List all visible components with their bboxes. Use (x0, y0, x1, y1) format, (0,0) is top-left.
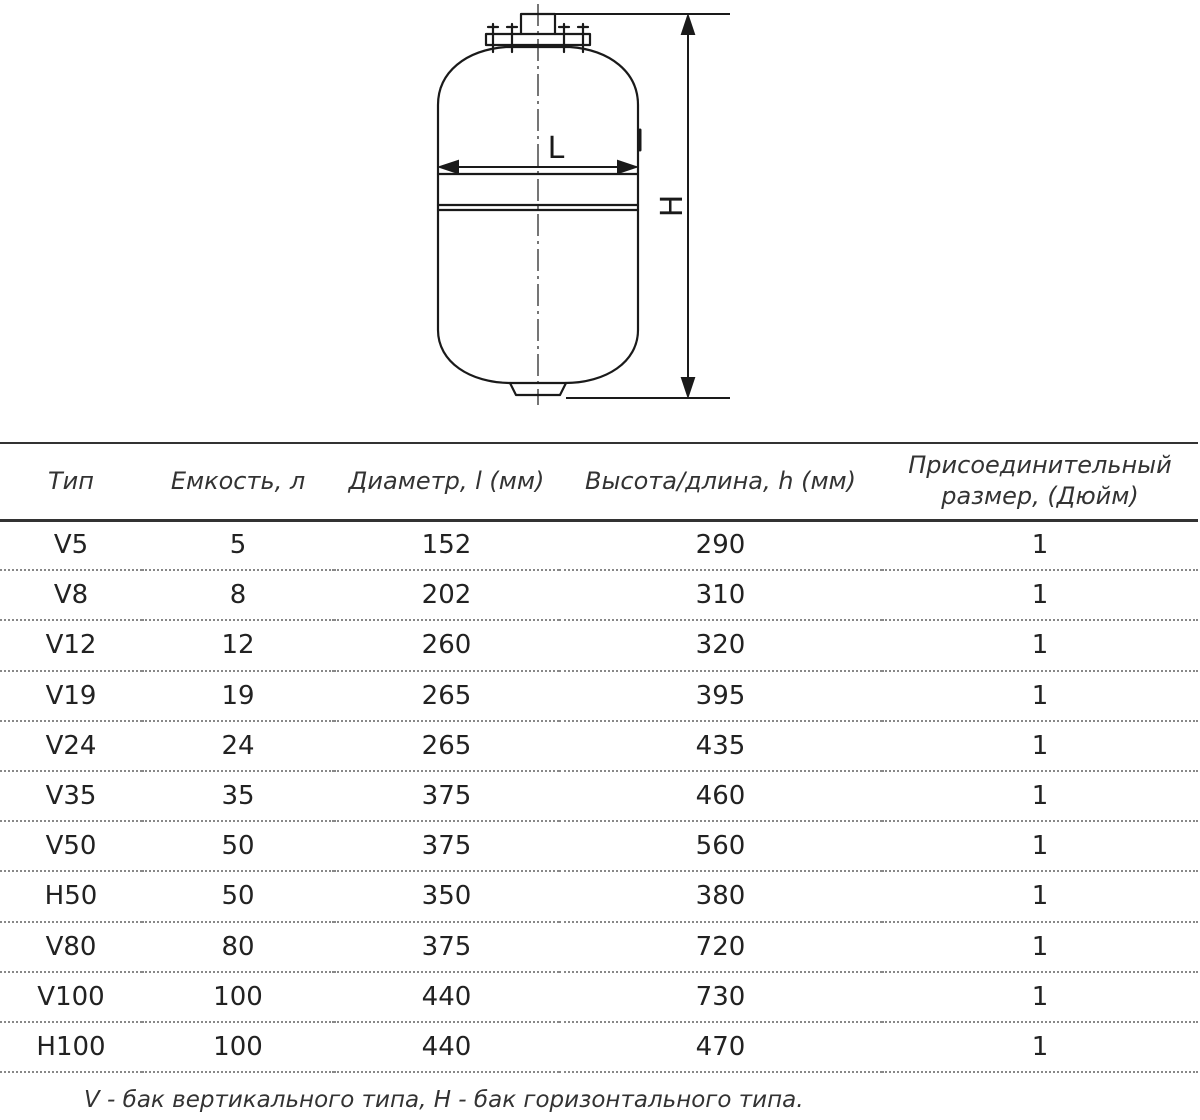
cell-connection: 1 (1031, 981, 1049, 1012)
table-row (0, 620, 1198, 670)
table-row (0, 922, 1198, 972)
cell-type: V35 (45, 781, 97, 812)
cell-connection: 1 (1031, 530, 1049, 561)
cell-connection: 1 (1031, 781, 1049, 812)
cell-diameter: 202 (421, 580, 472, 611)
header-height: Высота/длина, h (мм) (584, 466, 857, 495)
cell-connection: 1 (1031, 931, 1049, 962)
header-connection-line1: Присоединительный (908, 451, 1172, 480)
cell-height: 460 (695, 781, 746, 812)
table-row (0, 972, 1198, 1022)
cell-connection: 1 (1031, 831, 1049, 862)
cell-type: V50 (45, 831, 97, 862)
table-row (0, 821, 1198, 871)
table-header-row (0, 443, 1198, 520)
footnote: V - бак вертикального типа, H - бак горизонтального типа. (84, 1087, 804, 1113)
header-connection-line2: размер, (Дюйм) (941, 482, 1139, 511)
table-row (0, 570, 1198, 620)
cell-type: H100 (36, 1031, 106, 1062)
cell-type: V5 (53, 530, 89, 561)
cell-connection: 1 (1031, 1031, 1049, 1062)
table-row (0, 1022, 1198, 1072)
header-connection (882, 443, 1198, 520)
cell-capacity: 12 (221, 630, 255, 661)
cell-diameter: 152 (421, 530, 472, 561)
cell-height: 435 (695, 730, 746, 761)
table-row (0, 520, 1198, 570)
cell-type: V12 (45, 630, 97, 661)
cell-capacity: 50 (221, 831, 255, 862)
height-label: H (655, 194, 690, 218)
cell-height: 320 (695, 630, 746, 661)
cell-height: 290 (695, 530, 746, 561)
cell-capacity: 100 (213, 981, 263, 1012)
cell-diameter: 440 (421, 981, 472, 1012)
cell-type: V100 (37, 981, 105, 1012)
cell-type: V80 (45, 931, 97, 962)
cell-type: V24 (45, 730, 97, 761)
cell-connection: 1 (1031, 630, 1049, 661)
cell-capacity: 50 (221, 881, 255, 912)
cell-height: 310 (695, 580, 746, 611)
table-row (0, 771, 1198, 821)
cell-capacity: 24 (221, 730, 255, 761)
cell-type: H50 (44, 881, 98, 912)
tank-diagram (0, 0, 1200, 440)
cell-diameter: 375 (421, 931, 472, 962)
cell-capacity: 8 (229, 580, 247, 611)
cell-diameter: 440 (421, 1031, 472, 1062)
cell-capacity: 35 (221, 781, 255, 812)
cell-height: 470 (695, 1031, 746, 1062)
cell-type: V8 (53, 580, 89, 611)
table-row (0, 871, 1198, 921)
cell-diameter: 375 (421, 781, 472, 812)
header-capacity: Емкость, л (170, 466, 306, 495)
cell-height: 395 (695, 680, 746, 711)
header-diameter: Диаметр, l (мм) (348, 466, 545, 495)
cell-height: 730 (695, 981, 746, 1012)
tank-spec-table (0, 442, 1198, 1073)
diameter-label: L (547, 131, 565, 166)
cell-height: 560 (695, 831, 746, 862)
cell-connection: 1 (1031, 580, 1049, 611)
cell-diameter: 260 (421, 630, 472, 661)
cell-capacity: 100 (213, 1031, 263, 1062)
cell-capacity: 5 (229, 530, 247, 561)
cell-diameter: 265 (421, 730, 472, 761)
cell-connection: 1 (1031, 680, 1049, 711)
cell-connection: 1 (1031, 881, 1049, 912)
header-type: Тип (48, 466, 94, 495)
cell-connection: 1 (1031, 730, 1049, 761)
cell-capacity: 19 (221, 680, 255, 711)
table-row (0, 671, 1198, 721)
cell-diameter: 265 (421, 680, 472, 711)
cell-diameter: 375 (421, 831, 472, 862)
cell-capacity: 80 (221, 931, 255, 962)
table-row (0, 721, 1198, 771)
cell-height: 720 (695, 931, 746, 962)
cell-height: 380 (695, 881, 746, 912)
cell-diameter: 350 (421, 881, 472, 912)
cell-type: V19 (45, 680, 97, 711)
